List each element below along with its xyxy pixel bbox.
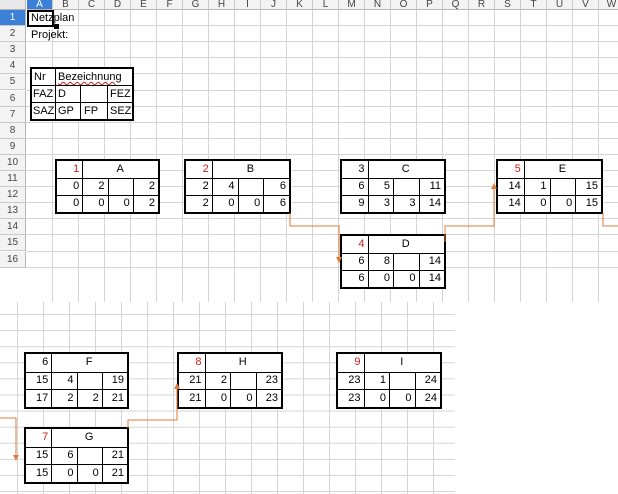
node-a-d: 2 [98,180,105,192]
cell-a2-project[interactable]: Projekt: [31,29,69,41]
node-e-fez: 15 [585,180,598,192]
legend-faz: FAZ [33,88,54,100]
column-header-g[interactable]: G [183,0,209,10]
arrow-g-to-h [128,386,177,428]
node-c-fp: 3 [409,197,416,209]
column-header-h[interactable]: H [209,0,235,10]
node-g-sez: 21 [111,466,124,479]
column-header-r[interactable]: R [469,0,495,10]
column-header-d[interactable]: D [105,0,131,10]
node-f-saz: 17 [36,391,49,404]
row-header-3[interactable]: 3 [0,42,26,58]
node-c-d: 5 [383,180,390,192]
node-a-fp: 0 [123,197,130,209]
node-i-faz: 23 [348,374,361,386]
column-header-i[interactable]: I [235,0,261,10]
row-header-1[interactable]: 1 [0,10,26,26]
node-f-nr: 6 [42,356,49,369]
legend-sez: SEZ [110,105,132,117]
node-c-saz: 9 [358,197,365,209]
node-e-d: 1 [540,180,547,192]
node-g-faz: 15 [36,449,49,461]
node-e-sez: 15 [585,197,598,209]
row-header-7[interactable]: 7 [0,107,26,123]
arrow-b-to-d [290,213,339,260]
node-a-faz: 0 [73,180,80,192]
node-i-sez: 24 [424,391,437,404]
node-e-saz: 14 [508,197,521,209]
row-header-4[interactable]: 4 [0,58,26,74]
column-header-k[interactable]: K [287,0,313,10]
column-header-b[interactable]: B [53,0,79,10]
node-a-sez: 2 [148,197,155,209]
row-header-9[interactable]: 9 [0,139,26,155]
node-f-fp: 2 [92,391,99,404]
node-b-d: 4 [228,180,235,192]
node-c-gp2: 3 [383,197,390,209]
node-f-name: F [85,356,93,369]
node-g-d: 6 [67,449,74,461]
legend-saz: SAZ [33,105,55,117]
node-d-fp: 0 [409,272,416,284]
node-h-nr: 8 [195,356,202,369]
node-b-fez: 6 [279,180,286,192]
arrow-d-to-e [445,186,494,242]
row-header-2[interactable]: 2 [0,26,26,42]
node-i-gp2: 0 [379,391,386,404]
column-header-o[interactable]: O [391,0,417,10]
node-g-nr: 7 [42,431,49,444]
node-e-gp2: 0 [540,197,547,209]
node-h-sez: 23 [265,391,278,404]
node-d-d: 8 [383,255,390,267]
row-header-8[interactable]: 8 [0,123,26,139]
node-c-faz: 6 [358,180,365,192]
node-c-sez: 14 [428,197,441,209]
column-header-v[interactable]: V [573,0,599,10]
row-header-14[interactable]: 14 [0,219,26,235]
node-b-name: B [246,163,255,175]
column-header-f[interactable]: F [157,0,183,10]
legend-nr: Nr [34,71,46,83]
node-g-fp: 0 [92,466,99,479]
column-header-q[interactable]: Q [443,0,469,10]
node-h-name: H [238,356,247,369]
arrow-e-out [603,213,618,226]
node-a-name: A [116,163,124,175]
column-header-j[interactable]: J [261,0,287,10]
node-h-fez: 23 [265,374,278,386]
column-header-p[interactable]: P [417,0,443,10]
node-g-name: G [84,431,94,444]
arrow-in-to-g [0,418,16,458]
row-header-11[interactable]: 11 [0,171,26,187]
node-h-faz: 21 [189,374,202,386]
node-a-gp2: 0 [98,197,105,209]
node-e-faz: 14 [508,180,521,192]
column-header-t[interactable]: T [521,0,547,10]
node-b-gp2: 0 [228,197,235,209]
node-i-d: 1 [379,374,386,386]
column-header-w[interactable]: W [599,0,618,10]
node-c-name: C [401,163,410,175]
column-header-u[interactable]: U [547,0,573,10]
node-g-saz: 15 [36,466,49,479]
node-b-sez: 6 [279,197,286,209]
column-header-n[interactable]: N [365,0,391,10]
node-d-faz: 6 [358,255,365,267]
node-b-nr: 2 [202,163,209,175]
node-i-fp: 0 [405,391,412,404]
legend-fez: FEZ [110,88,131,100]
node-h-saz: 21 [189,391,202,404]
row-header-16[interactable]: 16 [0,252,26,268]
node-g-fez: 21 [111,449,124,461]
row-header-13[interactable]: 13 [0,203,26,219]
node-f-d: 4 [67,374,74,386]
node-d-fez: 14 [428,255,441,267]
node-f-faz: 15 [36,374,49,386]
node-h-fp: 0 [246,391,253,404]
node-c-nr: 3 [358,163,365,175]
node-i-saz: 23 [348,391,361,404]
legend-gp: GP [58,105,74,117]
node-i-fez: 24 [424,374,437,386]
node-g-gp2: 0 [67,466,74,479]
row-header-10[interactable]: 10 [0,155,26,171]
node-e-name: E [558,163,567,175]
node-i-name: I [400,356,404,369]
node-d-gp2: 0 [383,272,390,284]
column-header-l[interactable]: L [313,0,339,10]
node-b-saz: 2 [202,197,209,209]
column-header-a[interactable]: A [27,0,53,10]
node-b-faz: 2 [202,180,209,192]
node-d-nr: 4 [358,238,365,250]
node-f-gp2: 2 [67,391,74,404]
node-b-fp: 0 [254,197,261,209]
column-header-c[interactable]: C [79,0,105,10]
legend-bezeichnung: Bezeichnung [58,71,122,83]
node-e-nr: 5 [514,163,521,175]
row-header-15[interactable]: 15 [0,235,26,251]
node-a-fez: 2 [148,180,155,192]
column-header-e[interactable]: E [131,0,157,10]
row-header-5[interactable]: 5 [0,74,26,90]
row-header-12[interactable]: 12 [0,187,26,203]
legend-fp: FP [84,105,99,117]
legend-d: D [58,88,66,100]
node-d-name: D [401,238,410,250]
node-h-gp2: 0 [220,391,227,404]
row-header-6[interactable]: 6 [0,91,26,107]
node-e-fp: 0 [566,197,573,209]
node-h-d: 2 [220,374,227,386]
node-f-fez: 19 [111,374,124,386]
node-a-nr: 1 [73,163,80,175]
node-c-fez: 11 [429,180,441,192]
node-d-saz: 6 [358,272,365,284]
node-a-saz: 0 [73,197,80,209]
column-header-m[interactable]: M [339,0,365,10]
node-d-sez: 14 [428,272,441,284]
cell-a1-title[interactable]: Netzplan [31,12,75,24]
node-f-sez: 21 [111,391,124,404]
column-header-s[interactable]: S [495,0,521,10]
node-i-nr: 9 [354,356,361,369]
